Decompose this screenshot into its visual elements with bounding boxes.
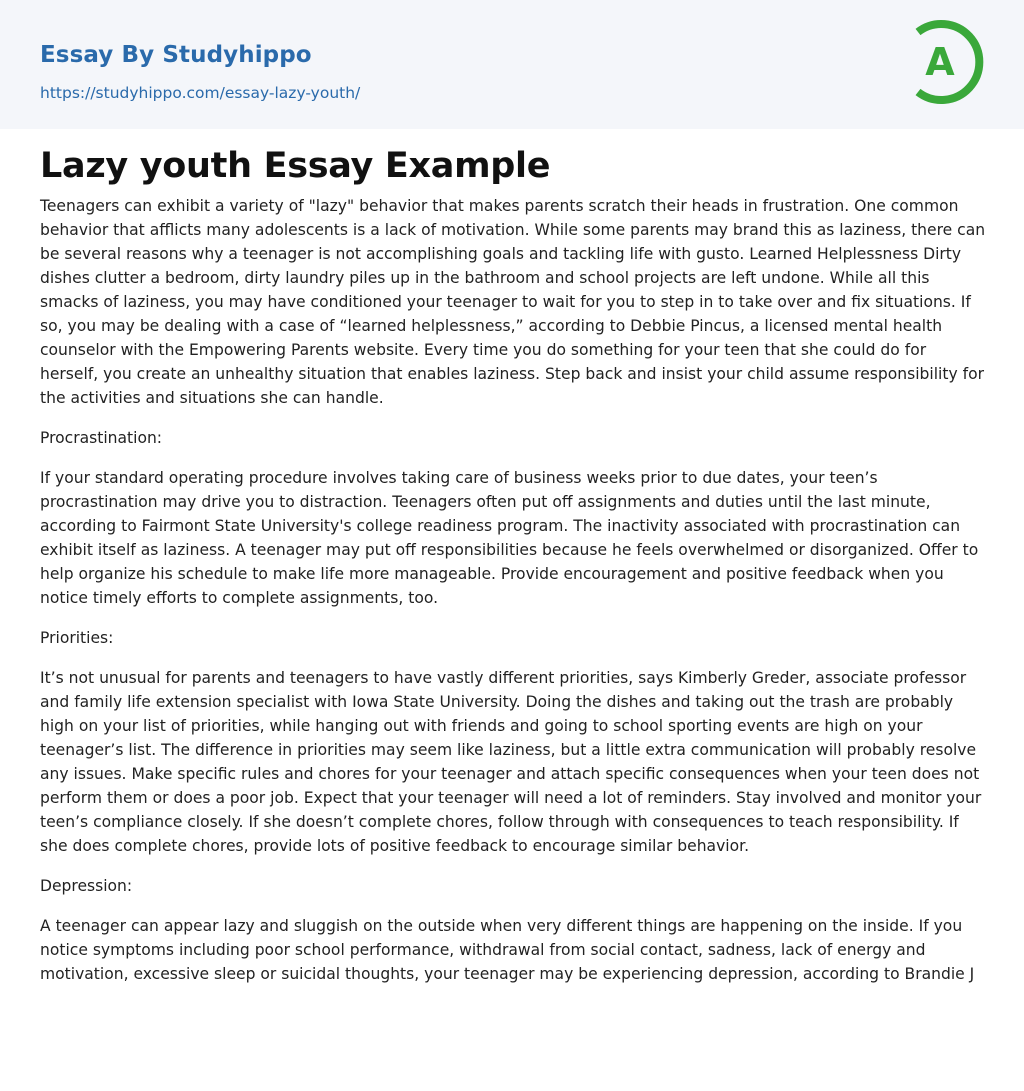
essay-url-link[interactable]: https://studyhippo.com/essay-lazy-youth/	[40, 84, 361, 102]
section-heading-procrastination: Procrastination:	[40, 429, 163, 447]
site-header	[0, 0, 1024, 129]
paragraph-priorities: It’s not unusual for parents and teenagers to have vastly different priorities, says Kimberly Greder, associate professor and family life extension specialist with Iowa State University. Doing the dishes and taking out the trash are probably high on your list of priorities, while hanging out with friends and going to school sporting events are high on your teenager’s list. The difference in priorities may seem like laziness, but a little extra communication will probably resolve any issues. Make specific rules and chores for your teenager and attach specific consequences when your teen does not perform them or does a poor job. Expect that your teenager will need a lot of reminders. Stay involved and monitor your teen’s compliance closely. If she doesn’t complete chores, follow through with consequences to teach responsibility. If she does complete chores, provide lots of positive feedback to encourage similar behavior.	[40, 669, 982, 855]
brand-title[interactable]: Essay By Studyhippo	[40, 42, 312, 68]
paragraph-procrastination: If your standard operating procedure involves taking care of business weeks prior to due dates, your teen’s procrastination may drive you to distraction. Teenagers often put off assignments and duties until the last minute, according to Fairmont State University's college readiness program. The inactivity associated with procrastination can exhibit itself as laziness. A teenager may put off responsibilities because he feels overwhelmed or disorganized. Offer to help organize his schedule to make life more manageable. Provide encouragement and positive feedback when you notice timely efforts to complete assignments, too.	[40, 469, 979, 607]
page-title: Lazy youth Essay Example	[40, 146, 551, 186]
paragraph-intro: Teenagers can exhibit a variety of "lazy" behavior that makes parents scratch their heads in frustration. One common behavior that afflicts many adolescents is a lack of motivation. While some parents may brand this as laziness, there can be several reasons why a teenager is not accomplishing goals and tackling life with gusto. Learned Helplessness Dirty dishes clutter a bedroom, dirty laundry piles up in the bathroom and school projects are left undone. While all this smacks of laziness, you may have conditioned your teenager to wait for you to step in to take over and fix situations. If so, you may be dealing with a case of “learned helplessness,” according to Debbie Pincus, a licensed mental health counselor with the Empowering Parents website. Every time you do something for your teen that she could do for herself, you create an unhealthy situation that enables laziness. Step back and insist your child assume responsibility for the activities and situations she can handle.	[40, 197, 986, 407]
section-heading-priorities: Priorities:	[40, 629, 114, 647]
section-heading-depression: Depression:	[40, 877, 133, 895]
studyhippo-logo-icon[interactable]	[908, 18, 988, 106]
essay-body	[40, 194, 988, 1002]
paragraph-depression: A teenager can appear lazy and sluggish on the outside when very different things are happening on the inside. If you notice symptoms including poor school performance, withdrawal from social contact, sadness, lack of energy and motivation, excessive sleep or suicidal thoughts, your teenager may be experiencing depression, according to Brandie J	[40, 917, 975, 983]
logo-letter: A	[925, 40, 955, 84]
